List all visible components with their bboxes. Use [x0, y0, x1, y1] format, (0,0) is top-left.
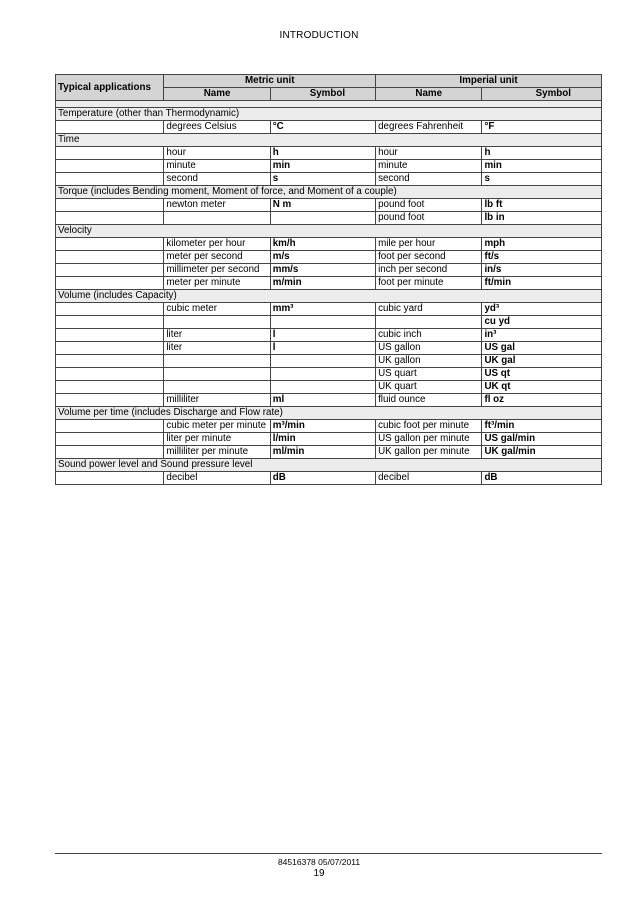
- metric-name-cell: [164, 381, 270, 394]
- metric-name-cell: [164, 355, 270, 368]
- imperial-name-cell: hour: [376, 147, 482, 160]
- category-row-sound: [56, 459, 602, 472]
- metric-symbol-cell: °C: [270, 121, 375, 134]
- category-label: Time: [56, 134, 602, 147]
- imperial-symbol-cell: dB: [482, 472, 602, 485]
- application-cell: [56, 342, 164, 355]
- table-row: [56, 251, 602, 264]
- table-row: [56, 329, 602, 342]
- imperial-symbol-cell: UK gal/min: [482, 446, 602, 459]
- metric-name-cell: milliliter per minute: [164, 446, 270, 459]
- metric-symbol-cell: mm³: [270, 303, 375, 316]
- imperial-name-cell: UK quart: [376, 381, 482, 394]
- imperial-name-cell: foot per minute: [376, 277, 482, 290]
- category-row-temperature: [56, 108, 602, 121]
- header-metric-symbol: Symbol: [270, 88, 375, 101]
- imperial-symbol-cell: lb in: [482, 212, 602, 225]
- metric-symbol-cell: N m: [270, 199, 375, 212]
- imperial-symbol-cell: s: [482, 173, 602, 186]
- metric-name-cell: cubic meter: [164, 303, 270, 316]
- metric-name-cell: [164, 316, 270, 329]
- header-imperial-name: Name: [376, 88, 482, 101]
- imperial-symbol-cell: min: [482, 160, 602, 173]
- metric-symbol-cell: [270, 368, 375, 381]
- imperial-symbol-cell: US gal: [482, 342, 602, 355]
- application-cell: [56, 316, 164, 329]
- metric-symbol-cell: km/h: [270, 238, 375, 251]
- table-row: [56, 264, 602, 277]
- imperial-symbol-cell: lb ft: [482, 199, 602, 212]
- application-cell: [56, 368, 164, 381]
- application-cell: [56, 433, 164, 446]
- imperial-symbol-cell: ft³/min: [482, 420, 602, 433]
- metric-symbol-cell: l: [270, 342, 375, 355]
- metric-name-cell: cubic meter per minute: [164, 420, 270, 433]
- table-row: [56, 173, 602, 186]
- metric-name-cell: meter per second: [164, 251, 270, 264]
- table-row: [56, 342, 602, 355]
- table-row: [56, 381, 602, 394]
- application-cell: [56, 394, 164, 407]
- metric-symbol-cell: [270, 212, 375, 225]
- application-cell: [56, 277, 164, 290]
- metric-name-cell: kilometer per hour: [164, 238, 270, 251]
- table-row: [56, 277, 602, 290]
- metric-name-cell: newton meter: [164, 199, 270, 212]
- table-row: [56, 472, 602, 485]
- metric-name-cell: liter: [164, 342, 270, 355]
- imperial-name-cell: pound foot: [376, 212, 482, 225]
- table-row: [56, 147, 602, 160]
- imperial-symbol-cell: in³: [482, 329, 602, 342]
- header-imperial-unit: Imperial unit: [376, 75, 602, 88]
- metric-symbol-cell: m³/min: [270, 420, 375, 433]
- application-cell: [56, 355, 164, 368]
- imperial-symbol-cell: US gal/min: [482, 433, 602, 446]
- imperial-name-cell: pound foot: [376, 199, 482, 212]
- application-cell: [56, 251, 164, 264]
- imperial-name-cell: inch per second: [376, 264, 482, 277]
- imperial-name-cell: second: [376, 173, 482, 186]
- document-reference: 84516378 05/07/2011: [277, 857, 361, 867]
- imperial-name-cell: fluid ounce: [376, 394, 482, 407]
- page-header: INTRODUCTION: [279, 30, 359, 41]
- category-label: Volume per time (includes Discharge and Flow rate): [56, 407, 602, 420]
- metric-symbol-cell: [270, 381, 375, 394]
- imperial-name-cell: degrees Fahrenheit: [376, 121, 482, 134]
- application-cell: [56, 212, 164, 225]
- metric-name-cell: milliliter: [164, 394, 270, 407]
- imperial-symbol-cell: US qt: [482, 368, 602, 381]
- table-row: [56, 420, 602, 433]
- header-metric-name: Name: [164, 88, 270, 101]
- table-row: [56, 238, 602, 251]
- imperial-symbol-cell: ft/s: [482, 251, 602, 264]
- metric-symbol-cell: s: [270, 173, 375, 186]
- header-imperial-symbol: Symbol: [482, 88, 602, 101]
- metric-symbol-cell: ml/min: [270, 446, 375, 459]
- metric-symbol-cell: dB: [270, 472, 375, 485]
- metric-symbol-cell: l: [270, 329, 375, 342]
- application-cell: [56, 264, 164, 277]
- imperial-name-cell: decibel: [376, 472, 482, 485]
- metric-symbol-cell: [270, 316, 375, 329]
- metric-symbol-cell: m/min: [270, 277, 375, 290]
- imperial-name-cell: cubic inch: [376, 329, 482, 342]
- imperial-name-cell: foot per second: [376, 251, 482, 264]
- metric-symbol-cell: h: [270, 147, 375, 160]
- category-row-velocity: [56, 225, 602, 238]
- category-row-volume-time: [56, 407, 602, 420]
- metric-name-cell: millimeter per second: [164, 264, 270, 277]
- table-row: [56, 316, 602, 329]
- table-row: [56, 121, 602, 134]
- application-cell: [56, 303, 164, 316]
- imperial-symbol-cell: yd³: [482, 303, 602, 316]
- page-number: 19: [313, 868, 325, 879]
- metric-name-cell: minute: [164, 160, 270, 173]
- metric-symbol-cell: mm/s: [270, 264, 375, 277]
- category-row-torque: [56, 186, 602, 199]
- category-label: Velocity: [56, 225, 602, 238]
- header-typical-applications: Typical applications: [56, 75, 164, 101]
- imperial-name-cell: US quart: [376, 368, 482, 381]
- application-cell: [56, 420, 164, 433]
- table-row: [56, 199, 602, 212]
- header-metric-unit: Metric unit: [164, 75, 376, 88]
- application-cell: [56, 147, 164, 160]
- imperial-name-cell: US gallon per minute: [376, 433, 482, 446]
- imperial-symbol-cell: cu yd: [482, 316, 602, 329]
- metric-name-cell: meter per minute: [164, 277, 270, 290]
- table-header-row: [56, 75, 602, 88]
- application-cell: [56, 446, 164, 459]
- category-row-volume: [56, 290, 602, 303]
- application-cell: [56, 121, 164, 134]
- application-cell: [56, 329, 164, 342]
- metric-symbol-cell: [270, 355, 375, 368]
- imperial-symbol-cell: mph: [482, 238, 602, 251]
- category-label: Temperature (other than Thermodynamic): [56, 108, 602, 121]
- units-table: [55, 74, 602, 485]
- category-row-time: [56, 134, 602, 147]
- metric-name-cell: [164, 368, 270, 381]
- table-row: [56, 394, 602, 407]
- imperial-symbol-cell: ft/min: [482, 277, 602, 290]
- metric-name-cell: second: [164, 173, 270, 186]
- application-cell: [56, 160, 164, 173]
- footer-divider: [55, 853, 602, 854]
- imperial-symbol-cell: fl oz: [482, 394, 602, 407]
- table-row: [56, 433, 602, 446]
- imperial-name-cell: US gallon: [376, 342, 482, 355]
- table-row: [56, 303, 602, 316]
- metric-symbol-cell: l/min: [270, 433, 375, 446]
- imperial-name-cell: cubic yard: [376, 303, 482, 316]
- category-label: Torque (includes Bending moment, Moment of force, and Moment of a couple): [56, 186, 602, 199]
- metric-name-cell: liter per minute: [164, 433, 270, 446]
- metric-symbol-cell: min: [270, 160, 375, 173]
- application-cell: [56, 381, 164, 394]
- imperial-symbol-cell: UK gal: [482, 355, 602, 368]
- spacer-row: [56, 101, 602, 108]
- table-row: [56, 355, 602, 368]
- imperial-name-cell: [376, 316, 482, 329]
- metric-name-cell: liter: [164, 329, 270, 342]
- imperial-symbol-cell: h: [482, 147, 602, 160]
- imperial-name-cell: minute: [376, 160, 482, 173]
- imperial-name-cell: cubic foot per minute: [376, 420, 482, 433]
- application-cell: [56, 173, 164, 186]
- metric-name-cell: decibel: [164, 472, 270, 485]
- metric-name-cell: degrees Celsius: [164, 121, 270, 134]
- table-row: [56, 212, 602, 225]
- imperial-symbol-cell: in/s: [482, 264, 602, 277]
- application-cell: [56, 238, 164, 251]
- imperial-name-cell: UK gallon: [376, 355, 482, 368]
- imperial-symbol-cell: °F: [482, 121, 602, 134]
- category-label: Volume (includes Capacity): [56, 290, 602, 303]
- table-row: [56, 368, 602, 381]
- metric-name-cell: [164, 212, 270, 225]
- imperial-symbol-cell: UK qt: [482, 381, 602, 394]
- imperial-name-cell: mile per hour: [376, 238, 482, 251]
- imperial-name-cell: UK gallon per minute: [376, 446, 482, 459]
- category-label: Sound power level and Sound pressure level: [56, 459, 602, 472]
- application-cell: [56, 199, 164, 212]
- metric-symbol-cell: m/s: [270, 251, 375, 264]
- table-row: [56, 446, 602, 459]
- metric-name-cell: hour: [164, 147, 270, 160]
- application-cell: [56, 472, 164, 485]
- table-row: [56, 160, 602, 173]
- metric-symbol-cell: ml: [270, 394, 375, 407]
